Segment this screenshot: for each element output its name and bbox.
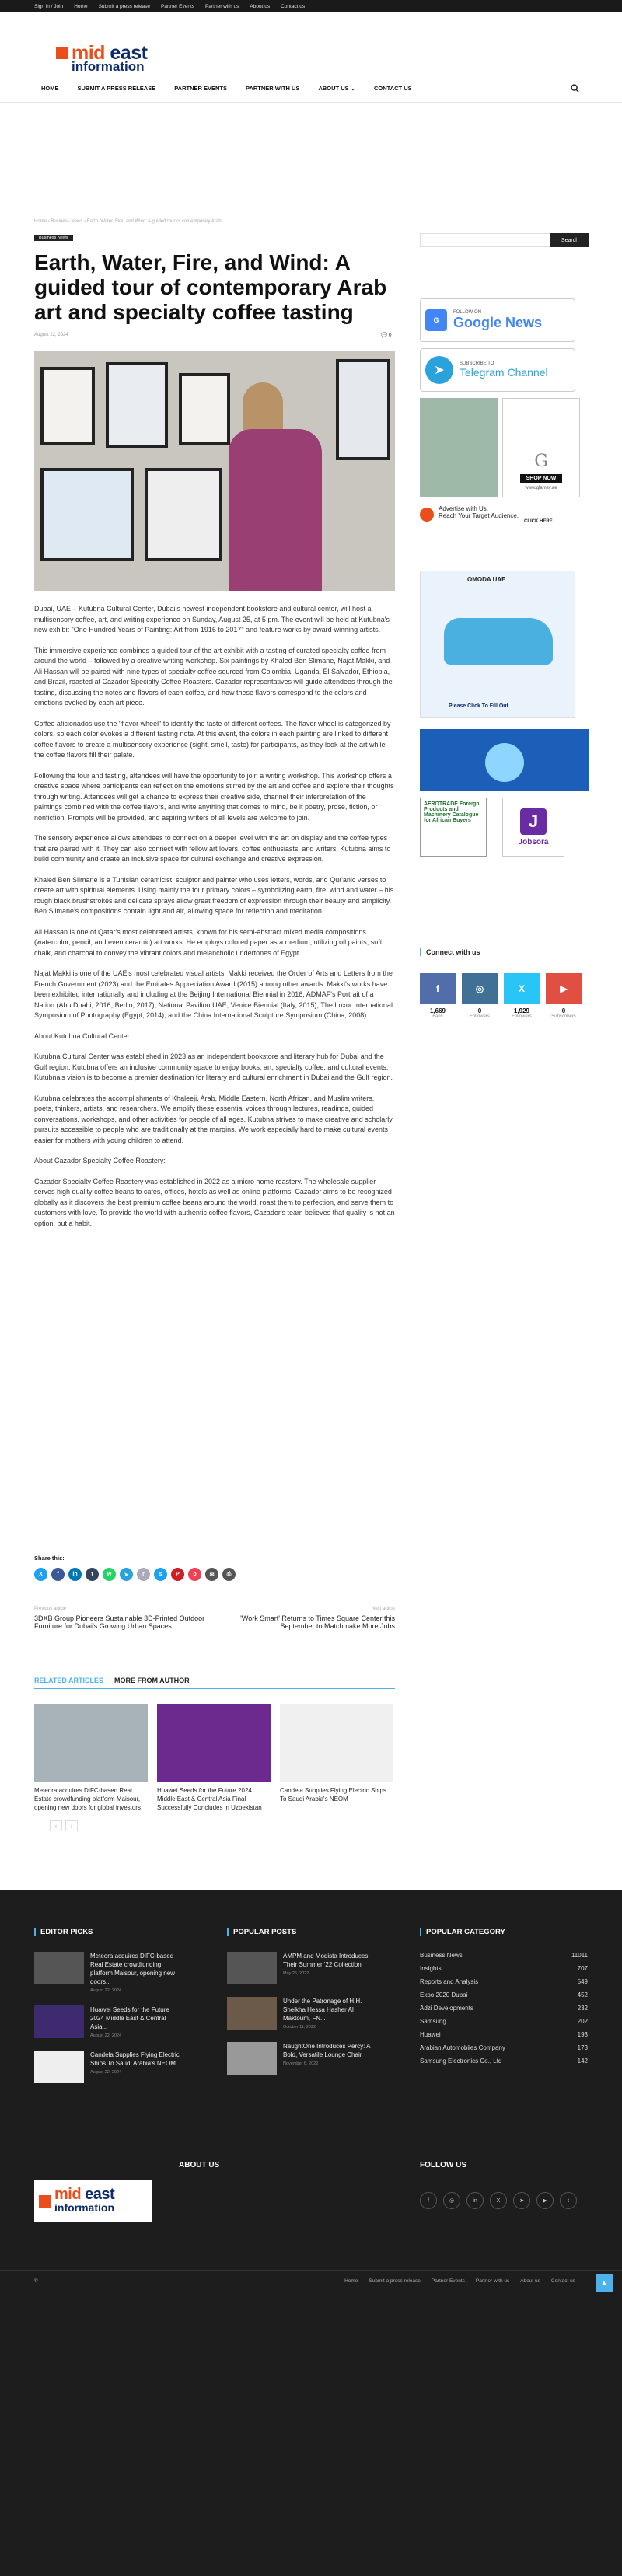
category-name: Huawei [420, 2031, 441, 2038]
footer-follow-title: FOLLOW US [420, 2161, 466, 2169]
category-name: Samsung [420, 2018, 446, 2025]
post-title: AMPM and Modista Introduces Their Summer '22 Collection [283, 1953, 369, 1968]
instagram-icon: ◎ [462, 973, 498, 1004]
omoda-cta[interactable]: Please Click To Fill Out [449, 703, 508, 709]
share-tumblr-icon[interactable]: t [86, 1568, 99, 1581]
article-title: Earth, Water, Fire, and Wind: A guided tour of contemporary Arab art and specialty coffee tasting [34, 250, 387, 324]
prev-page-icon[interactable]: ‹ [50, 1820, 62, 1831]
category-row[interactable] [420, 1965, 588, 1972]
post-date: August 22, 2024 [90, 2033, 122, 2038]
footer-link-about[interactable]: About us [520, 2278, 540, 2284]
post-thumb [227, 1952, 277, 1984]
advertise-line1: Advertise with Us, [439, 505, 489, 512]
click-here-link[interactable]: CLICK HERE [524, 519, 553, 524]
label: Followers [470, 1014, 490, 1019]
share-pocket-icon[interactable]: p [188, 1568, 201, 1581]
top-link-partner[interactable]: Partner with us [205, 3, 239, 9]
post-thumb [227, 1997, 277, 2030]
popular-category-title: POPULAR CATEGORY [420, 1928, 591, 1936]
count: 1,669 [429, 1007, 446, 1014]
google-news-label: Google News [453, 314, 543, 330]
next-label: Next article [371, 1607, 395, 1611]
nav-contact[interactable]: CONTACT US [374, 85, 412, 92]
main-nav [0, 75, 622, 103]
related-thumb [157, 1704, 271, 1782]
nav-home[interactable]: HOME [41, 85, 59, 92]
prev-article[interactable] [34, 1607, 205, 1630]
footer-link-events[interactable]: Partner Events [431, 2278, 465, 2284]
post-title: Under the Patronage of H.H. Sheikha Hessa Hasher Al Maktoum, FN... [283, 1998, 362, 2022]
category-row[interactable] [420, 1991, 588, 1998]
category-row[interactable] [420, 2031, 588, 2038]
post-thumb [34, 1952, 84, 1984]
share-facebook-icon[interactable]: f [51, 1568, 65, 1581]
paragraph: About Cazador Specialty Coffee Roastery: [34, 1157, 166, 1164]
footer-link-home[interactable]: Home [344, 2278, 358, 2284]
prev-title: 3DXB Group Pioneers Sustainable 3D-Printed Outdoor Furniture for Dubai's Growing Urban Spaces [34, 1614, 205, 1630]
category-count: 452 [577, 1991, 588, 1998]
footer-about-title: ABOUT US [179, 2161, 220, 2169]
omoda-brand: OMODA UAE [467, 576, 506, 583]
share-telegram-icon[interactable]: ➤ [120, 1568, 133, 1581]
ad-url: www.glamsy.ae [525, 486, 557, 490]
paragraph: Ali Hassan is one of Qatar's most celebrated artists, known for his semi-abstract mixed media compositions (watercolor, pencil, and even ceramic) art works. He employs colored paper as a medium, utilizing oil paints, soft chalk, and charcoal to convey the vibrant colors and melancholic undertones of Egypt. [34, 927, 383, 957]
share-buttons [34, 1568, 236, 1581]
comment-count-value: 0 [388, 333, 392, 338]
connect-title: Connect with us [420, 948, 480, 956]
tumblr-icon[interactable]: t [560, 2192, 577, 2209]
paragraph: Coffee aficionados use the "flavor wheel" to identify the taste of different coffees. The flavor wheel is categorized by colors, so each color evokes a different tasting note. At this event, the colors in each painting are linked to different coffee flavors to create a multisensory experience (sight, smell, taste) for participants, as they look at the art while the coffee flavors fill their palate. [34, 719, 391, 759]
category-count: 232 [577, 2005, 588, 2012]
footer-post[interactable] [227, 1952, 375, 1984]
related-card[interactable] [34, 1704, 148, 1812]
hero-image [34, 351, 395, 591]
share-reddit-icon[interactable]: r [137, 1568, 150, 1581]
nav-about[interactable]: ABOUT US ⌄ [318, 85, 356, 92]
telegram-icon: ➤ [425, 356, 453, 384]
painting [40, 468, 134, 561]
footer-logo[interactable] [34, 2180, 152, 2222]
paragraph: Dubai, UAE – Kutubna Cultural Center, Dubai's newest independent bookstore and cultural center, will host a multisensory coffee, art, and writing experience on Sunday, August 25, at 5 pm. The event will be held at Kutubna's new exhibit "One Hundred Years of Painting: Art from 1916 to 2017" and feature works by award-winning artists. [34, 605, 390, 634]
painting [145, 468, 222, 561]
related-tabs [34, 1677, 190, 1684]
category-count: 549 [577, 1978, 588, 1985]
category-row[interactable] [420, 1978, 588, 1985]
category-count: 193 [577, 2031, 588, 2038]
afrotrade-ad[interactable]: AFROTRADE Foreign Products and Machinery Catalogue for African Buyers [420, 798, 487, 857]
article-date: August 22, 2024 [34, 333, 68, 337]
footer-social-icons [420, 2192, 577, 2209]
paragraph: This immersive experience combines a guided tour of the art exhibit with a tasting of curated specialty coffee from around the world – followed by a creative writing workshop. Six paintings by Khaled Ben Slimane, Najat Makki, and Ali Hassan will be paired with nine types of specialty coffee sourced from Colombia, Uganda, El Salvador, Ethiopia, and Brazil, roasted at Cazador Specialty Coffee Roasters. Cazador representatives will guide attendees through the tasting, discussing the notes and flavors of each coffee, and how these flavors correspond to the colors and emotions evoked by each art piece. [34, 646, 393, 707]
footer-post[interactable] [34, 1952, 182, 1993]
painting [179, 373, 230, 445]
category-row[interactable] [420, 1952, 588, 1959]
omoda-ad[interactable] [420, 571, 575, 718]
jobsora-name: Jobsora [518, 837, 549, 846]
related-title: Huawei Seeds for the Future 2024 Middle East & Central Asia Final Successfully Concludes in Uzbekistan [157, 1787, 262, 1811]
tab-related[interactable]: RELATED ARTICLES [34, 1677, 103, 1684]
footer-post[interactable] [227, 1997, 375, 2030]
label: Fans [432, 1014, 443, 1019]
twitter-icon[interactable]: X [490, 2192, 507, 2209]
ad-logo: G [534, 452, 548, 471]
search-icon[interactable] [571, 84, 579, 94]
footer-link-submit[interactable]: Submit a press release [369, 2278, 421, 2284]
category-row[interactable] [420, 2044, 588, 2051]
sidebar-search [420, 233, 589, 247]
breadcrumb: Home › Business News › Earth, Water, Fire, and Wind: A guided tour of contemporary Arab... [34, 219, 225, 224]
social-facebook[interactable] [420, 973, 456, 1019]
telegram-banner[interactable] [420, 348, 575, 392]
post-title: NaughtOne Introduces Percy: A Bold, Versatile Lounge Chair [283, 2043, 371, 2058]
scroll-top-icon[interactable]: ▲ [596, 2274, 613, 2292]
visitor-figure [229, 429, 322, 591]
label: Followers [512, 1014, 532, 1019]
footer-post[interactable] [227, 2042, 375, 2075]
logo-word-east: east [110, 42, 148, 64]
comment-icon: 💬 [381, 333, 388, 338]
glamsy-ad[interactable] [420, 398, 589, 497]
related-card[interactable] [280, 1704, 393, 1812]
jobsora-ad[interactable] [502, 798, 564, 857]
related-divider [34, 1688, 395, 1689]
social-youtube[interactable] [546, 973, 582, 1019]
footer-bottom-bar [0, 2270, 622, 2292]
related-thumb [34, 1704, 148, 1782]
youtube-icon: ▶ [546, 973, 582, 1004]
editor-picks-title: EDITOR PICKS [34, 1928, 182, 1936]
category-name: Business News [420, 1952, 463, 1959]
top-link-submit[interactable]: Submit a press release [98, 3, 151, 9]
top-link-signin[interactable]: Sign in / Join [34, 3, 64, 9]
footer-link-partner[interactable]: Partner with us [475, 2278, 510, 2284]
post-thumb [34, 2051, 84, 2083]
glow-graphic [485, 743, 524, 782]
paragraph: Kutubna Cultural Center was established in 2023 as an independent bookstore and literary hub for Dubai and the Gulf region. Kutubna offers an inclusive community space to enjoy books, art, specialty coffee, and cultural events. Kutubna's vision is to become a premier destination for literary and cultural enrichment in Dubai and the Gulf region. [34, 1052, 393, 1081]
google-news-banner[interactable] [420, 298, 575, 342]
next-title: 'Work Smart' Returns to Times Square Center this September to Matchmake More Jobs [240, 1614, 395, 1630]
article-body [34, 604, 395, 1239]
nav-submit[interactable]: SUBMIT A PRESS RELEASE [77, 85, 156, 92]
advertise-banner[interactable] [420, 505, 589, 524]
post-title: Meteora acquires DIFC-based Real Estate crowdfunding platform Maisour, opening new doors... [90, 1953, 175, 1985]
next-page-icon[interactable]: › [65, 1820, 78, 1831]
top-link-events[interactable]: Partner Events [161, 3, 195, 9]
category-badge[interactable]: Business News [34, 235, 73, 241]
related-card[interactable] [157, 1704, 271, 1812]
category-count: 707 [577, 1965, 588, 1972]
footer-post[interactable] [34, 2005, 182, 2038]
post-thumb [227, 2042, 277, 2075]
share-print-icon[interactable]: ⎙ [222, 1568, 236, 1581]
social-twitter[interactable] [504, 973, 540, 1019]
social-counters [420, 973, 582, 1019]
post-date: October 11, 2022 [283, 2025, 316, 2030]
pagination [50, 1820, 78, 1831]
instagram-icon[interactable]: ◎ [443, 2192, 460, 2209]
paragraph: About Kutubna Cultural Center: [34, 1031, 132, 1040]
sidebar-search-button[interactable]: Search [550, 233, 589, 247]
nav-partner[interactable]: PARTNER WITH US [246, 85, 300, 92]
top-link-about[interactable]: About us [250, 3, 271, 9]
share-whatsapp-icon[interactable]: w [103, 1568, 116, 1581]
share-email-icon[interactable]: ✉ [205, 1568, 218, 1581]
count: 0 [477, 1007, 482, 1014]
count: 1,929 [513, 1007, 530, 1014]
editor-picks [34, 1928, 182, 2096]
category-count: 202 [577, 2018, 588, 2025]
category-name: Expo 2020 Dubai [420, 1991, 468, 1998]
sidebar-search-input[interactable] [420, 233, 550, 247]
sidebar [420, 233, 589, 857]
post-date: August 22, 2024 [90, 2070, 122, 2075]
post-date: August 22, 2024 [90, 1988, 122, 1993]
top-link-home[interactable]: Home [74, 3, 88, 9]
shop-now-button[interactable]: SHOP NOW [520, 474, 563, 483]
category-name: Arabian Automobiles Company [420, 2044, 505, 2051]
paragraph: The sensory experience allows attendees to connect on a deeper level with the art on display and the coffee types that are paired with it. They can also connect with fellow art lovers, coffee enthusiasts, and writers. Kutubna aims to build community and create an inclusive space for cultural exchange and creative expression. [34, 834, 391, 863]
logo-word-east: east [85, 2186, 115, 2203]
post-thumb [34, 2005, 84, 2038]
paragraph: Following the tour and tasting, attendees will have the opportunity to join a writing workshop. This workshop offers a creative space where participants can reflect on the emotions stirred by the art and coffee and explore their thoughts through writing. Attendees will get a chance to express their creative side, channel their interpretation of the paintings combined with the coffee flavors, and write anything that comes to mind, be it poetry, prose, fiction, or nonfiction. Prompts will be provided, and aspiring writers of all levels are welcome to join. [34, 771, 394, 822]
footer-link-contact[interactable]: Contact us [550, 2278, 575, 2284]
top-link-contact[interactable]: Contact us [281, 3, 306, 9]
related-title: Meteora acquires DIFC-based Real Estate crowdfunding platform Maisour, opening new doors for global investors [34, 1787, 141, 1811]
label: Subscribers [551, 1014, 576, 1019]
youtube-icon[interactable]: ▶ [536, 2192, 554, 2209]
paragraph: Kutubna celebrates the accomplishments of Khaleeji, Arab, Middle Eastern, North African, and Muslim writers, poets, thinkers, artists, and researchers. We amplify these essential voices through lectures, readings, guided conversations, workshops, and other activities for people of all ages. Kutubna strives to make creative and scholarly pursuits accessible to people who are traditionally at the margins. We work especially hard to make cultural events easier for mothers with young children to attend. [34, 1094, 393, 1144]
logo-word-mid: mid [72, 42, 105, 64]
tab-more-from-author[interactable]: MORE FROM AUTHOR [114, 1677, 190, 1684]
google-news-top: FOLLOW ON [453, 309, 482, 315]
share-skype-icon[interactable]: s [154, 1568, 167, 1581]
google-news-icon: G [425, 309, 447, 331]
share-twitter-icon[interactable]: X [34, 1568, 47, 1581]
facebook-icon: f [420, 973, 456, 1004]
logo-word-information: information [54, 2201, 114, 2214]
category-row[interactable] [420, 2058, 588, 2065]
logo-word-mid: mid [54, 2186, 82, 2203]
jobsora-logo: J [520, 808, 547, 835]
ad-model-image [420, 398, 498, 497]
footer-post[interactable] [34, 2051, 182, 2083]
telegram-label: Telegram Channel [460, 366, 548, 379]
painting [106, 362, 168, 448]
comment-count[interactable] [381, 332, 392, 338]
related-articles [34, 1704, 395, 1812]
blue-banner-ad[interactable] [420, 729, 589, 791]
category-count: 11011 [571, 1952, 588, 1959]
related-title: Candela Supplies Flying Electric Ships To Saudi Arabia's NEOM [280, 1787, 386, 1803]
count: 0 [561, 1007, 566, 1014]
social-instagram[interactable] [462, 973, 498, 1019]
prev-label: Previous article [34, 1607, 67, 1611]
paragraph: Najat Makki is one of the UAE's most celebrated visual artists. Makki received the Order of Arts and Letters from the French Government (2023) and the Emirates Appreciation Award (2015) among other awards. Makki's works have been exhibited internationally and including at the Beijing International Biennial in 2016, ADMAF's Portrait of a Nation (Abu Dhabi, 2016; Berlin, 2017), National Pavilion UAE, Venice Biennial (Italy, 2015), The Luxor International Symposium of Photography (Egypt, 2014), and the China International Sculpture Symposium (China, 2008). [34, 969, 393, 1019]
popular-category [420, 1928, 591, 2071]
category-name: Reports and Analysis [420, 1978, 479, 1985]
category-name: Adzi Developments [420, 2005, 473, 2012]
logo-word-information: information [72, 59, 145, 74]
twitter-icon: X [504, 973, 540, 1004]
telegram-top: SUBSCRIBE TO [460, 361, 494, 366]
category-name: Samsung Electronics Co., Ltd [420, 2058, 502, 2065]
next-article[interactable] [224, 1607, 395, 1630]
share-linkedin-icon[interactable]: in [68, 1568, 82, 1581]
post-title: Huawei Seeds for the Future 2024 Middle East & Central Asia... [90, 2006, 169, 2030]
telegram-icon[interactable]: ➤ [513, 2192, 530, 2209]
painting [40, 367, 95, 445]
logo-mark [56, 47, 68, 59]
prev-next-nav [34, 1607, 395, 1630]
top-bar [0, 0, 622, 12]
logo-mark [39, 2195, 51, 2208]
linkedin-icon[interactable]: in [466, 2192, 484, 2209]
facebook-icon[interactable]: f [420, 2192, 437, 2209]
nav-events[interactable]: PARTNER EVENTS [174, 85, 228, 92]
category-row[interactable] [420, 2018, 588, 2025]
paragraph: Khaled Ben Slimane is a Tunisian ceramicist, sculptor and painter who uses letters, words, and Qur'anic verses to create art with spiritual elements. Using mainly the four primary colors – symbolizing earth, fire, wind and water – his rough black brushstrokes and delicate sprays allow great freedom of expression through their beauty and simplicity. Ben Slimane's compositions contain light and air, allowing space for reflection and meditation. [34, 875, 394, 915]
post-title: Candela Supplies Flying Electric Ships To Saudi Arabia's NEOM [90, 2051, 180, 2067]
site-logo[interactable] [56, 42, 148, 74]
post-date: May 25, 2022 [283, 1971, 309, 1976]
share-label: Share this: [34, 1555, 65, 1562]
popular-posts [227, 1928, 375, 2087]
copyright: © [34, 2278, 38, 2284]
category-row[interactable] [420, 2005, 588, 2012]
related-thumb [280, 1704, 393, 1782]
paragraph: Cazador Specialty Coffee Roastery was established in 2022 as a micro home roastery. The wholesale supplier serves high quality coffee beans to cafes, offices, hotels as well as online platforms. Cazador aims to be recognized globally as it discovers the best premium coffee beans around the world, roast them to perfection, and serve them to customers with love. To provide the world with authentic coffee flavors, Cazador's team believes that quality is not an option, but a habit. [34, 1177, 395, 1227]
popular-posts-title: POPULAR POSTS [227, 1928, 375, 1936]
category-count: 173 [577, 2044, 588, 2051]
post-date: November 6, 2022 [283, 2061, 319, 2066]
megaphone-icon [420, 508, 434, 522]
category-count: 142 [577, 2058, 588, 2065]
share-pinterest-icon[interactable]: P [171, 1568, 184, 1581]
category-name: Insights [420, 1965, 442, 1972]
advertise-line2: Reach Your Target Audience. [439, 512, 519, 519]
car-image [444, 618, 553, 665]
painting [336, 359, 390, 460]
